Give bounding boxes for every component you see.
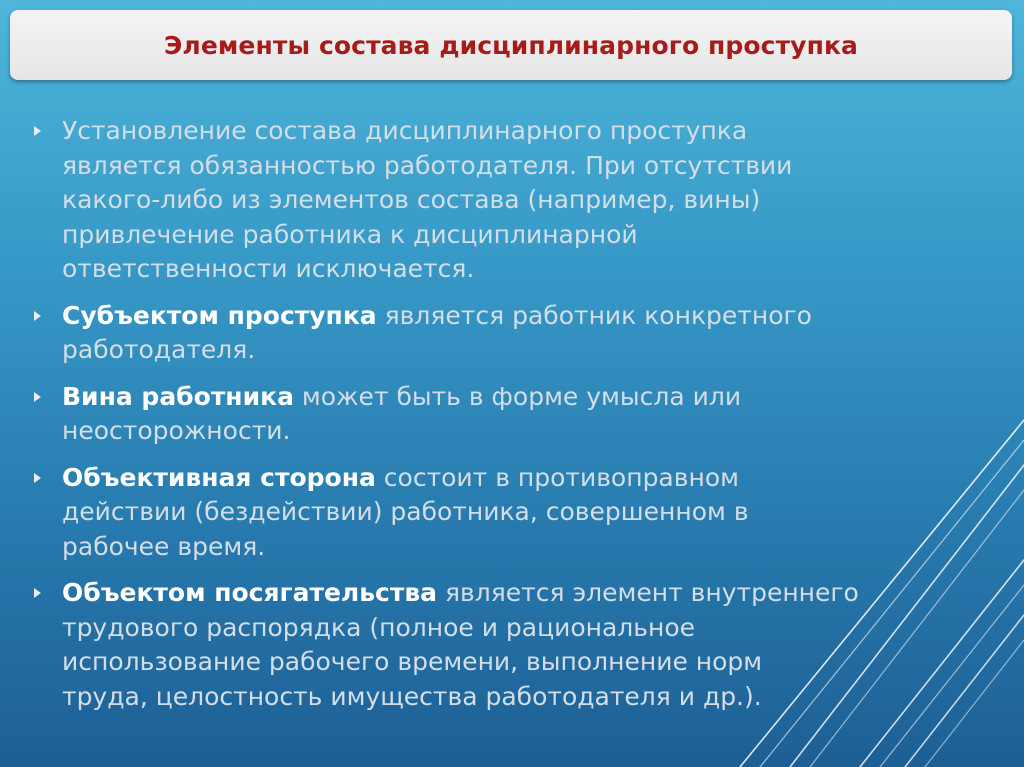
bullet-line: ответственности исключается. bbox=[62, 254, 475, 283]
slide-title: Элементы состава дисциплинарного проступка bbox=[163, 30, 858, 60]
bullet-line: трудового распорядка (полное и рациональное bbox=[62, 612, 696, 642]
bullet-triangle-icon bbox=[34, 126, 41, 136]
bullet-line: труда, целостность имущества работодателя и др.). bbox=[62, 681, 762, 711]
title-banner bbox=[10, 10, 1012, 80]
bullet-line: работодателя. bbox=[62, 335, 256, 364]
bullet-first-line bbox=[62, 299, 974, 334]
bullet-line: Установление состава дисциплинарного проступка bbox=[62, 116, 748, 145]
bullet-triangle-icon bbox=[34, 473, 41, 483]
bullet-triangle-icon bbox=[34, 392, 41, 402]
bullet-bold-term: Субъектом проступка bbox=[62, 300, 377, 330]
bullet-line: неосторожности. bbox=[62, 416, 291, 445]
bullet-line: использование рабочего времени, выполнение норм bbox=[62, 647, 763, 676]
bullet-bold-term: Объектом посягательства bbox=[62, 578, 438, 607]
bullet-text: является работник конкретного bbox=[376, 300, 812, 330]
bullet-item bbox=[34, 299, 974, 368]
bullet-line: какого-либо из элементов состава (например, вины) bbox=[62, 185, 761, 214]
bullet-text: может быть в форме умысла или bbox=[293, 381, 742, 411]
bullet-first-line bbox=[62, 461, 974, 496]
bullet-list bbox=[34, 114, 974, 726]
bullet-item bbox=[34, 114, 974, 287]
bullet-item bbox=[34, 380, 974, 449]
bullet-bold-term: Объективная сторона bbox=[62, 462, 376, 492]
bullet-line: действии (бездействии) работника, совершенном в bbox=[62, 497, 749, 526]
bullet-bold-term: Вина работника bbox=[62, 381, 294, 411]
bullet-triangle-icon bbox=[34, 588, 41, 598]
bullet-line: является обязанностью работодателя. При отсутствии bbox=[62, 150, 793, 180]
bullet-item bbox=[34, 461, 974, 565]
bullet-text: состоит в противоправном bbox=[375, 462, 739, 492]
bullet-first-line bbox=[62, 380, 974, 415]
bullet-item bbox=[34, 576, 974, 714]
bullet-first-line bbox=[62, 576, 974, 611]
bullet-text: является элемент внутреннего bbox=[437, 578, 859, 607]
bullet-line: рабочее время. bbox=[62, 531, 266, 561]
bullet-line: привлечение работника к дисциплинарной bbox=[62, 219, 638, 249]
bullet-triangle-icon bbox=[34, 311, 41, 321]
